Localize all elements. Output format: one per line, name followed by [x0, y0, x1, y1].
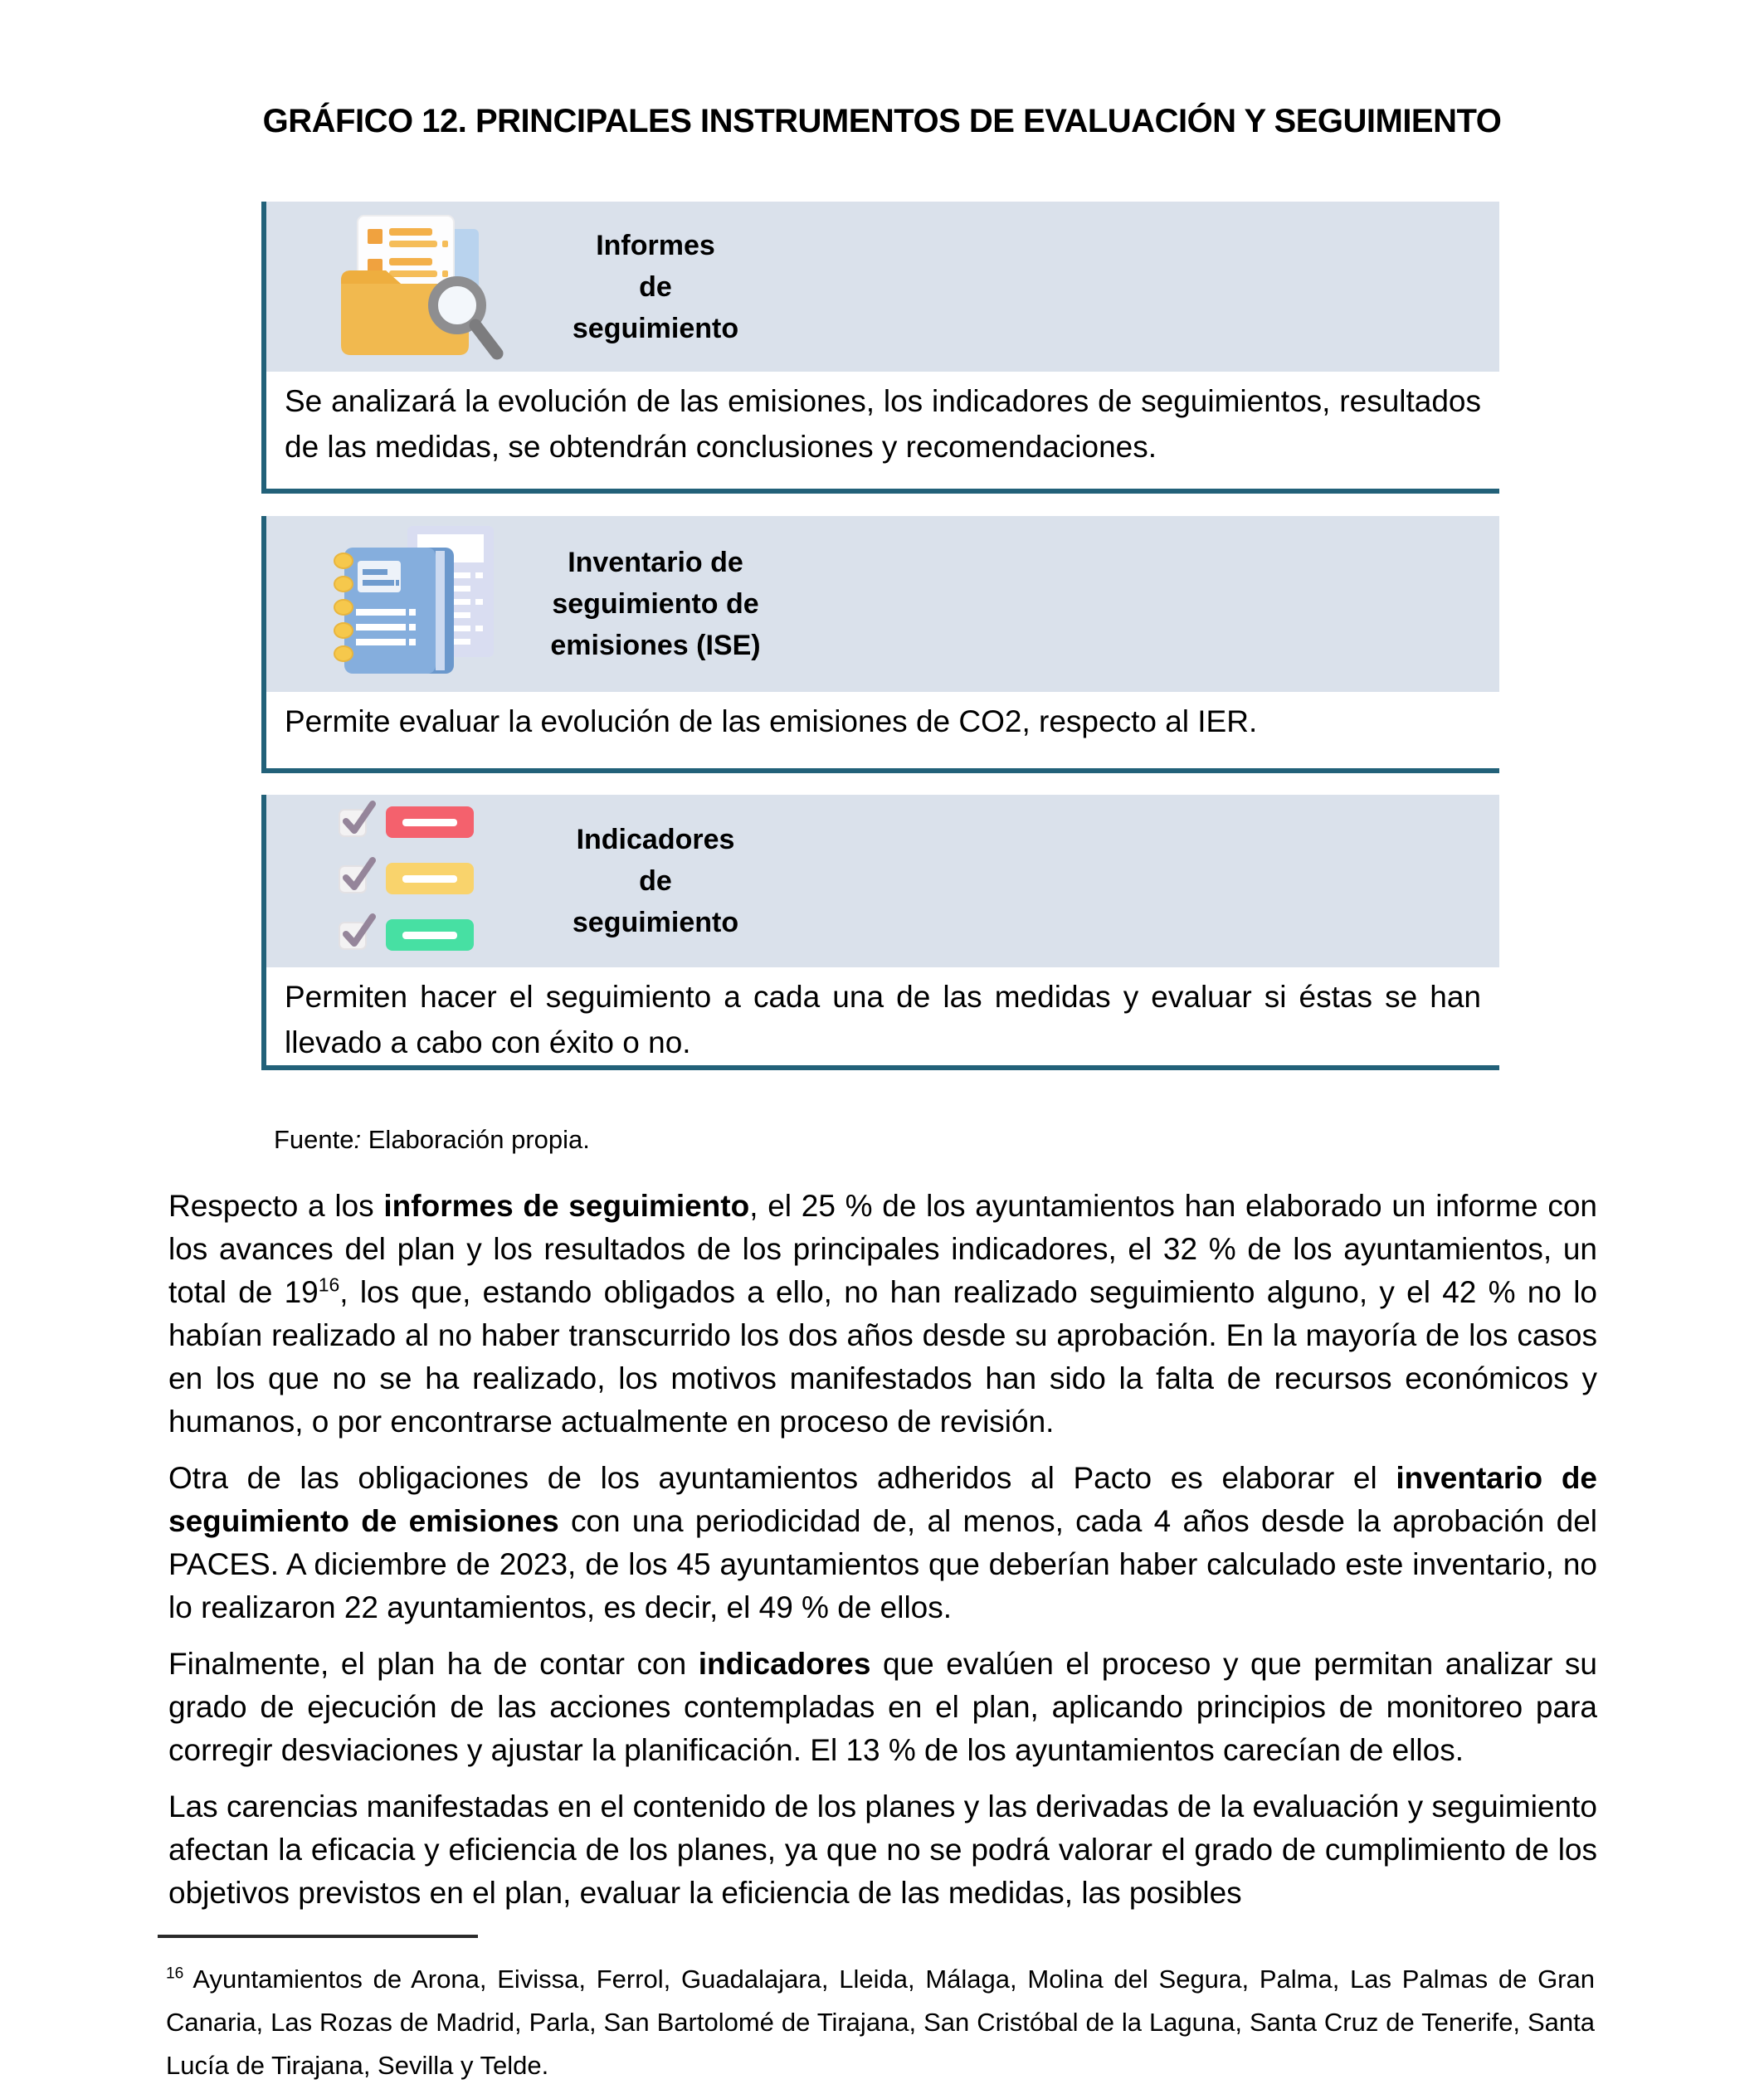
p3-post: que evalúen el proceso y que permitan analizar su grado de ejecución de las acciones contempladas en el plan, aplicando principios de monitoreo para corregir desviaciones y ajustar la planificación. El 13 % de los ayuntamientos carecían de ellos. [168, 1647, 1597, 1767]
instrument-box-title [527, 542, 784, 666]
p1-mid: , el 25 % de los ayuntamientos han elaborado un informe con los avances del plan y los resultados de los principales indicadores, el 32 % de los ayuntamientos, un total de 19 [168, 1189, 1598, 1309]
p2-bold: inventario de seguimiento de emisiones [168, 1461, 1597, 1538]
page-title: GRÁFICO 12. PRINCIPALES INSTRUMENTOS DE EVALUACIÓN Y SEGUIMIENTO [262, 103, 1502, 139]
body-text [168, 1185, 1597, 1928]
title-line: de [639, 270, 672, 303]
p3-bold: indicadores [698, 1647, 871, 1681]
footnote [166, 1958, 1595, 2084]
source-text: Elaboración propia. [361, 1125, 590, 1154]
footnote-marker: 16 [166, 1965, 184, 1983]
checklist-icon [314, 798, 527, 964]
instrument-box-header [266, 795, 1499, 967]
instrument-box-description: Permiten hacer el seguimiento a cada una de las medidas y evaluar si éstas se han llevado a cabo con éxito o no. [285, 980, 1481, 1059]
footnote-separator [158, 1935, 478, 1938]
title-line: seguimiento de [552, 588, 759, 620]
instrument-box-description: Se analizará la evolución de las emisiones, los indicadores de seguimientos, resultados de las medidas, se obtendrán conclusiones y recomendaciones. [285, 384, 1481, 464]
footnote-text: Ayuntamientos de Arona, Eivissa, Ferrol, Guadalajara, Lleida, Málaga, Molina del Segura, Palma, Las Palmas de Gran Canaria, Las Rozas de Madrid, Parla, San Bartolomé de Tirajana, San Cristóbal de la Laguna, Santa Cruz de Tenerife, Santa Lucía de Tirajana, Sevilla y Telde. [166, 1965, 1595, 2080]
footnote-ref-16: 16 [318, 1273, 340, 1296]
title-line: emisiones (ISE) [550, 630, 761, 661]
source-colon: : [353, 1125, 362, 1154]
title-line: seguimiento [572, 907, 739, 938]
title-line: Inventario de [568, 547, 743, 578]
instrument-box-inventario [261, 516, 1499, 773]
instrument-box-informes [261, 202, 1499, 494]
source-label: Fuente [274, 1125, 354, 1154]
instrument-box-header [266, 202, 1499, 372]
instrument-box-indicadores [261, 795, 1499, 1070]
p1-pre: Respecto a los [168, 1189, 384, 1223]
instrument-box-description: Permite evaluar la evolución de las emisiones de CO2, respecto al IER. [285, 704, 1258, 738]
paragraph-informes [168, 1185, 1597, 1444]
instrument-box-header [266, 516, 1499, 692]
folder-magnifier-icon [314, 204, 527, 370]
p2-pre: Otra de las obligaciones de los ayuntamientos adheridos al Pacto es elaborar el [168, 1461, 1396, 1495]
instrument-box-title [527, 225, 784, 349]
title-line: Informes [596, 229, 715, 261]
paragraph-inventario [168, 1457, 1597, 1629]
title-line: de [639, 865, 672, 897]
title-line: seguimiento [572, 312, 739, 344]
p1-post: , los que, estando obligados a ello, no han realizado seguimiento alguno, y el 42 % no lo habían realizado al no haber transcurrido los dos años desde su aprobación. En la mayoría de los casos en los que no se ha realizado, los motivos manifestados han sido la falta de recursos económicos y humanos, o por encontrarse actualmente en proceso de revisión. [168, 1275, 1597, 1439]
p3-pre: Finalmente, el plan ha de contar con [168, 1647, 699, 1681]
paragraph-indicadores [168, 1643, 1597, 1772]
title-line: Indicadores [576, 824, 735, 855]
p2-post: con una periodicidad de, al menos, cada 4 años desde la aprobación del PACES. A diciembre de 2023, de los 45 ayuntamientos que deberían haber calculado este inventario, no lo realizaron 22 ayuntamientos, es decir, el 49 % de ellos. [168, 1504, 1597, 1624]
paragraph-carencias: Las carencias manifestadas en el contenido de los planes y las derivadas de la evaluación y seguimiento afectan la eficacia y eficiencia de los planes, ya que no se podrá valorar el grado de cumplimiento de los objetivos previstos en el plan, evaluar la eficiencia de las medidas, las posibles [168, 1789, 1597, 1910]
p1-bold: informes de seguimiento [383, 1189, 750, 1223]
notebook-icon [314, 521, 527, 687]
instrument-box-title [527, 819, 784, 943]
figure-source [274, 1125, 590, 1155]
